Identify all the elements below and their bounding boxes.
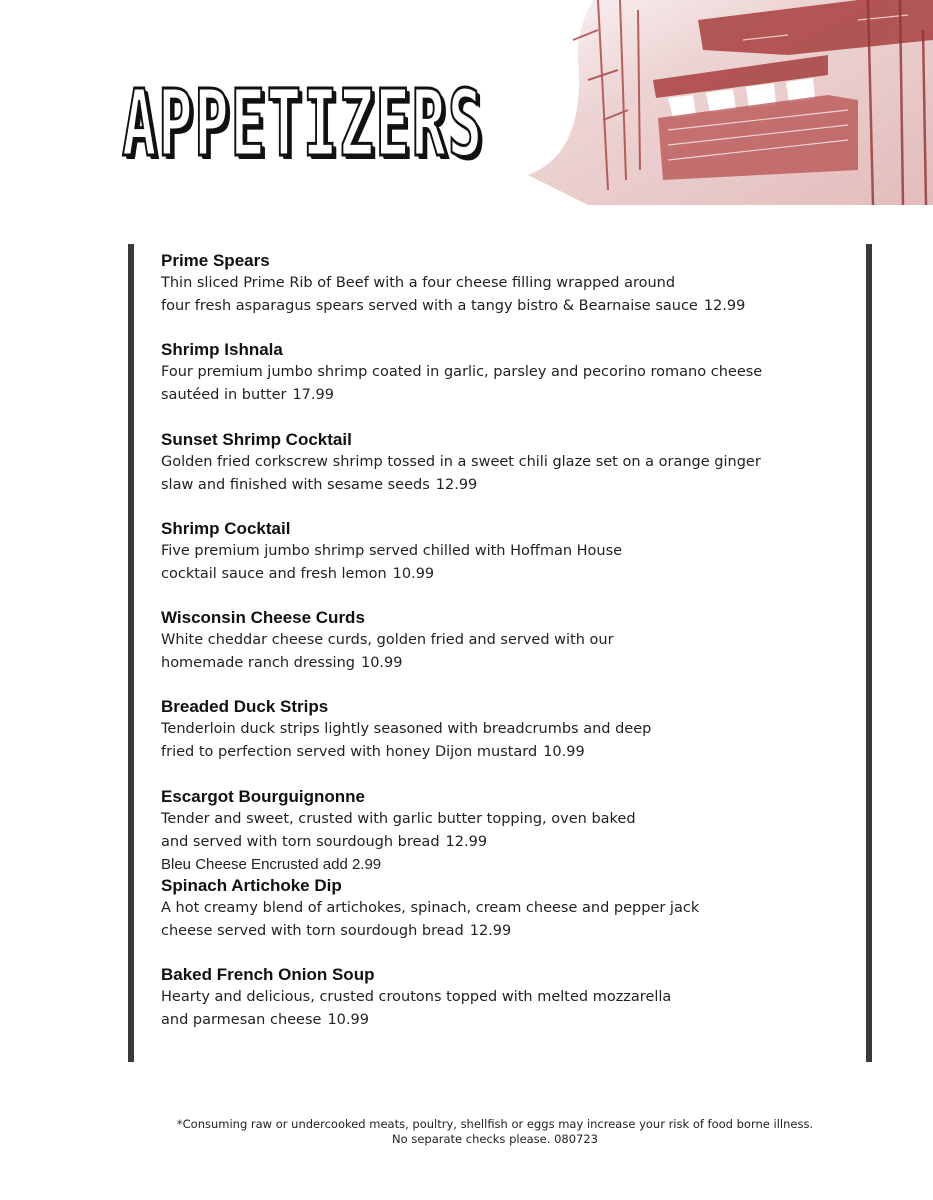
item-name: Baked French Onion Soup	[161, 965, 375, 985]
item-name: Breaded Duck Strips	[161, 697, 329, 717]
item-price: 10.99	[360, 655, 403, 672]
item-name: Spinach Artichoke Dip	[161, 876, 342, 896]
item-name: Sunset Shrimp Cocktail	[161, 429, 352, 449]
item-name: Shrimp Cocktail	[161, 518, 291, 538]
right-border-rule	[866, 244, 872, 1062]
item-description: Golden fried corkscrew shrimp tossed in a sweet chili glaze set on a orange ginger slaw and finished with sesame seeds 12.99	[161, 453, 761, 493]
page-title: APPETIZERS	[122, 70, 485, 177]
left-border-rule	[128, 244, 134, 1062]
item-description: Five premium jumbo shrimp served chilled with Hoffman House cocktail sauce and fresh lemon 10.99	[161, 542, 623, 582]
menu-item	[161, 964, 851, 1053]
item-price: 10.99	[327, 1012, 369, 1029]
item-price: 12.99	[469, 923, 512, 940]
menu-item	[161, 607, 851, 696]
item-description: Hearty and delicious, crusted croutons topped with melted mozzarella and parmesan cheese 10.99	[161, 989, 672, 1029]
item-description: Four premium jumbo shrimp coated in garlic, parsley and pecorino romano cheese sautéed in butter 17.99	[161, 364, 763, 404]
item-price: 12.99	[703, 298, 746, 314]
item-name: Prime Spears	[161, 251, 270, 270]
food-safety-warning: *Consuming raw or undercooked meats, poultry, shellfish or eggs may increase your risk of food borne illness.	[176, 1117, 814, 1131]
menu-item	[161, 339, 851, 428]
item-addon: Bleu Cheese Encrusted add 2.99	[161, 855, 382, 873]
item-description: White cheddar cheese curds, golden fried and served with our homemade ranch dressing 10.99	[161, 632, 614, 672]
item-price: 12.99	[435, 476, 478, 493]
appetizer-list	[161, 250, 851, 1054]
footer-notice	[120, 1117, 870, 1147]
menu-item	[161, 429, 851, 518]
item-price: 17.99	[292, 387, 334, 404]
item-name: Shrimp Ishnala	[161, 340, 283, 360]
menu-item	[161, 518, 851, 607]
item-name: Wisconsin Cheese Curds	[161, 608, 365, 628]
checks-note: No separate checks please. 080723	[392, 1132, 598, 1146]
item-description: A hot creamy blend of artichokes, spinach, cream cheese and pepper jack cheese served with torn sourdough bread 12.99	[161, 900, 700, 940]
item-price: 10.99	[543, 744, 585, 761]
menu-item	[161, 696, 851, 785]
item-description: Thin sliced Prime Rib of Beef with a four cheese filling wrapped around four fresh asparagus spears served with a tangy bistro & Bearnaise sauce 12.99	[161, 275, 746, 314]
menu-item	[161, 786, 851, 875]
item-name: Escargot Bourguignonne	[161, 786, 365, 806]
item-price: 12.99	[445, 833, 488, 850]
item-description: Tenderloin duck strips lightly seasoned with breadcrumbs and deep fried to perfection served with honey Dijon mustard 10.99	[161, 721, 652, 761]
item-price: 10.99	[392, 565, 435, 582]
lodge-illustration-icon	[528, 0, 933, 205]
item-description: Tender and sweet, crusted with garlic butter topping, oven baked and served with torn sourdough bread 12.99 Bleu Cheese Encrusted add 2.99	[161, 808, 851, 876]
menu-item	[161, 250, 851, 339]
menu-item	[161, 875, 851, 964]
